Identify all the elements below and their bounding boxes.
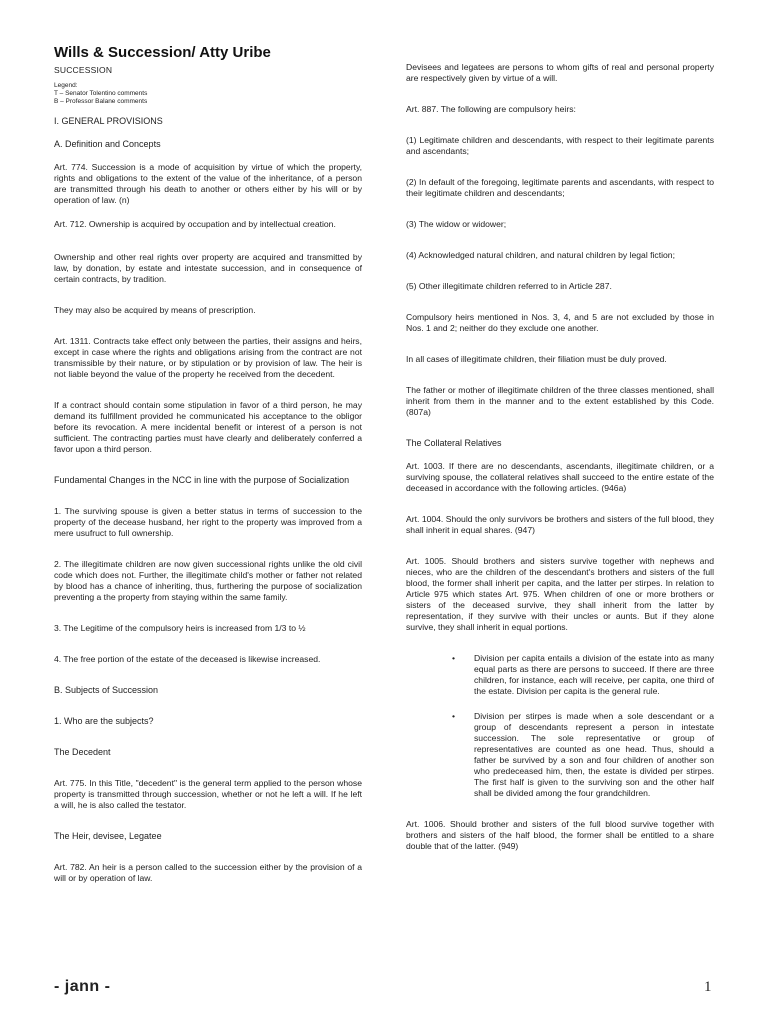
- title-rest: Atty Uribe: [195, 44, 271, 61]
- subsection-heading: A. Definition and Concepts: [54, 139, 161, 149]
- subsection-heading: The Collateral Relatives: [406, 438, 502, 448]
- left-column: [54, 44, 362, 897]
- paragraph: Art. 1311. Contracts take effect only between the parties, their assigns and heirs, except in case where the rights and obligations arising from the contract are not transmissible by their nature, or by stipulation or by provision of law. The heir is not liable beyond the value of the property he received from the decedent.: [54, 336, 362, 379]
- title-bold: Wills & Succession/: [54, 44, 196, 61]
- bullet-list: [406, 653, 714, 799]
- footer-author: - jann -: [54, 978, 111, 995]
- paragraph: Devisees and legatees are persons to whom gifts of real and personal property are respectively given by virtue of a will.: [406, 62, 714, 83]
- paragraph: Art. 712. Ownership is acquired by occupation and by intellectual creation.: [54, 219, 336, 229]
- paragraph: Art. 1005. Should brothers and sisters survive together with nephews and nieces, who are the children of the descendant's brothers and sisters of the full blood, the former shall inherit per capita, and the latter per stirpes. In relation to Article 975 which states Art. 975. When children of one or more brothers or sisters of the deceased survive, they shall inherit from the latter by representation, if they survive with their uncles or aunts. But if they alone survive, they shall inherit in equal portions.: [406, 556, 714, 632]
- paragraph: (2) In default of the foregoing, legitimate parents and ascendants, with respect to their legitimate children and descendants;: [406, 177, 714, 198]
- legend: [54, 82, 362, 106]
- paragraph: They may also be acquired by means of prescription.: [54, 305, 256, 315]
- paragraph: Art. 775. In this Title, "decedent" is the general term applied to the person whose property is transmitted through succession, whether or not he left a will. If he left a will, he is also called the testator.: [54, 778, 362, 810]
- paragraph: The father or mother of illegitimate children of the three classes mentioned, shall inherit from them in the manner and to the extent established by this Code. (807a): [406, 385, 714, 417]
- paragraph: Art. 1004. Should the only survivors be brothers and sisters of the full blood, they shall inherit in equal shares. (947): [406, 514, 714, 535]
- paragraph: Art. 887. The following are compulsory heirs:: [406, 104, 576, 114]
- list-item: [406, 711, 714, 799]
- list-item-text: Division per capita entails a division of the estate into as many equal parts as there are persons to succeed. If there are three children, for instance, each will receive, per capita, one third of the estate. Division per capita is the general rule.: [474, 653, 714, 696]
- bullet-icon: •: [452, 711, 456, 721]
- subsection-heading: 1. Who are the subjects?: [54, 716, 154, 726]
- legend-item-t: T – Senator Tolentino comments: [54, 90, 148, 97]
- paragraph: (5) Other illegitimate children referred to in Article 287.: [406, 281, 612, 291]
- legend-item-b: B – Professor Balane comments: [54, 98, 148, 105]
- list-item-text: Division per stirpes is made when a sole descendant or a group of descendants represent a person in intestate succession. The sole representative or group of representatives are counted as one head. Thus, should a father be survived by a son and four children of another son who predeceased him, then, the estate is divided per stirpes. The first half is given to the surviving son and the other half shall be divided among the four grandchildren.: [474, 711, 714, 798]
- list-item: [406, 653, 714, 697]
- paragraph: In all cases of illegitimate children, their filiation must be duly proved.: [406, 354, 667, 364]
- subsection-heading: The Decedent: [54, 747, 111, 757]
- paragraph: 1. The surviving spouse is given a better status in terms of succession to the property of the decease husband, her right to the property was improved from a mere usufruct to full ownership.: [54, 506, 362, 538]
- section-heading: I. GENERAL PROVISIONS: [54, 116, 163, 126]
- paragraph: Art. 782. An heir is a person called to the succession either by the provision of a will or by operation of law.: [54, 862, 362, 883]
- paragraph: (3) The widow or widower;: [406, 219, 507, 229]
- paragraph: (4) Acknowledged natural children, and natural children by legal fiction;: [406, 250, 675, 260]
- subsection-heading: Fundamental Changes in the NCC in line with the purpose of Socialization: [54, 475, 350, 485]
- paragraph: If a contract should contain some stipulation in favor of a third person, he may demand its fulfillment provided he communicated his acceptance to the obligor before its revocation. A mere incidental benefit or interest of a person is not sufficient. The contracting parties must have clearly and deliberately conferred a favor upon a third person.: [54, 400, 362, 454]
- paragraph: Ownership and other real rights over property are acquired and transmitted by law, by donation, by estate and intestate succession, and in consequence of certain contracts, by tradition.: [54, 252, 362, 284]
- paragraph: Art. 774. Succession is a mode of acquisition by virtue of which the property, rights and obligations to the extent of the value of the inheritance, of a person are transmitted through his death to another or others either by his will or by operation of law. (n): [54, 162, 362, 205]
- legend-title: Legend:: [54, 82, 78, 89]
- document-title: [54, 44, 362, 62]
- subsection-heading: B. Subjects of Succession: [54, 685, 159, 695]
- paragraph: 4. The free portion of the estate of the deceased is likewise increased.: [54, 654, 321, 664]
- paragraph: (1) Legitimate children and descendants, with respect to their legitimate parents and ascendants;: [406, 135, 714, 156]
- paragraph: Compulsory heirs mentioned in Nos. 3, 4, and 5 are not excluded by those in Nos. 1 and 2; neither do they exclude one another.: [406, 312, 714, 333]
- subsection-heading: The Heir, devisee, Legatee: [54, 831, 162, 841]
- paragraph: Art. 1003. If there are no descendants, ascendants, illegitimate children, or a surviving spouse, the collateral relatives shall succeed to the entire estate of the deceased in accordance with the following articles. (946a): [406, 461, 714, 493]
- page-number: 1: [704, 979, 712, 995]
- paragraph: 3. The Legitime of the compulsory heirs is increased from 1/3 to ½: [54, 623, 306, 633]
- paragraph: 2. The illegitimate children are now given successional rights unlike the old civil code which does not. Further, the illegitimate child's mother or father not related by blood has a chance of inheriting, thus, furthering the purpose of socialization preventing a the property from staying within the same family.: [54, 559, 362, 602]
- document-subtitle: SUCCESSION: [54, 65, 113, 75]
- right-column: [406, 62, 714, 865]
- paragraph: Art. 1006. Should brother and sisters of the full blood survive together with brothers and sisters of the half blood, the former shall be entitled to a share double that of the latter. (949): [406, 819, 714, 851]
- bullet-icon: •: [452, 653, 456, 663]
